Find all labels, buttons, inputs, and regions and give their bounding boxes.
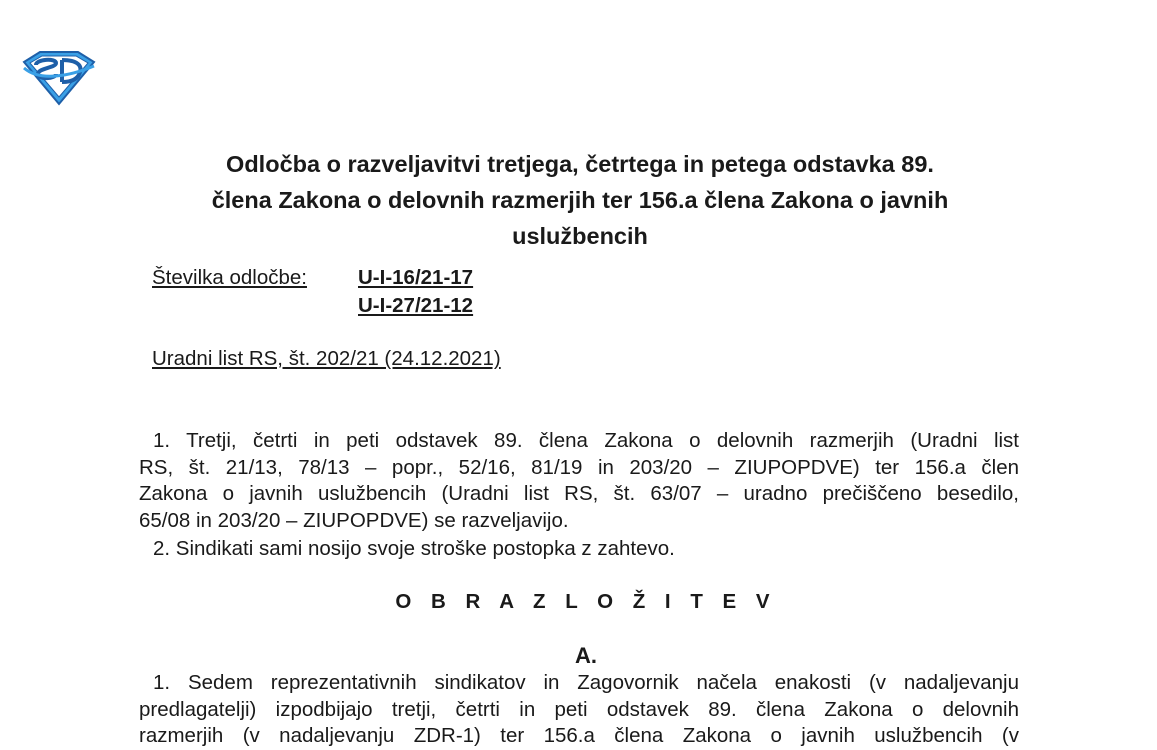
decision-number: U-I-16/21-17 <box>358 266 474 289</box>
operative-item-1 <box>139 428 1019 534</box>
decision-number-label: Številka odločbe: <box>152 266 307 289</box>
official-gazette-reference: Uradni list RS, št. 202/21 (24.12.2021) <box>152 347 501 370</box>
paragraph-line: 2. Sindikati sami nosijo svoje stroške postopka z zahtevo. <box>153 537 675 560</box>
paragraph-line: predlagatelji) izpodbijajo tretji, četrti in peti odstavek 89. člena Zakona o delovnih <box>139 697 1019 721</box>
title-line: člena Zakona o delovnih razmerjih ter 156.a člena Zakona o javnih <box>211 187 949 213</box>
reasoning-paragraph-1 <box>139 670 1019 750</box>
paragraph-line: RS, št. 21/13, 78/13 – popr., 52/16, 81/19 in 203/20 – ZIUPOPDVE) ter 156.a člen <box>139 455 1019 479</box>
reasoning-heading: O B R A Z L O Ž I T E V <box>395 590 777 613</box>
title-line: Odločba o razveljavitvi tretjega, četrtega in petega odstavka 89. <box>226 151 934 177</box>
paragraph-line: 1. Sedem reprezentativnih sindikatov in Zagovornik načela enakosti (v nadaljevanju <box>153 671 1019 694</box>
paragraph-line: Zakona o javnih uslužbencih (Uradni list RS, št. 63/07 – uradno prečiščeno besedilo, <box>139 482 1019 505</box>
paragraph-line: 1. Tretji, četrti in peti odstavek 89. člena Zakona o delovnih razmerjih (Uradni list <box>153 429 1019 452</box>
section-heading-a: A. <box>575 643 597 668</box>
paragraph-line: razmerjih (v nadaljevanju ZDR-1) ter 156.a člena Zakona o javnih uslužbencih (v <box>139 724 1019 747</box>
decision-number: U-I-27/21-12 <box>358 294 474 317</box>
operative-item-2 <box>139 536 1019 563</box>
court-logo-icon <box>20 48 98 106</box>
title-line: uslužbencih <box>512 223 648 249</box>
document-title <box>130 146 1030 254</box>
paragraph-line: 65/08 in 203/20 – ZIUPOPDVE) se razveljavijo. <box>139 508 569 532</box>
